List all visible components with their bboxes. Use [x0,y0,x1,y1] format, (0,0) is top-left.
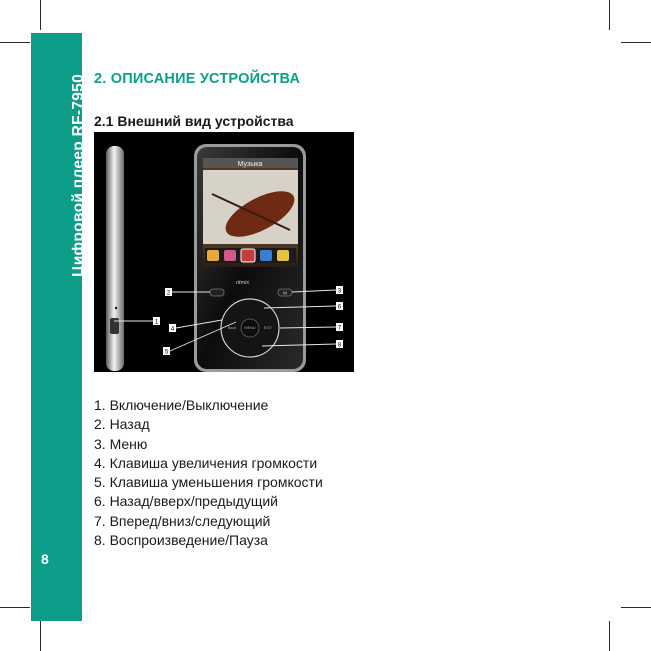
crop-mark [609,0,610,30]
back-button[interactable] [210,289,224,296]
crop-mark [0,607,30,608]
legend-item: 7. Вперед/вниз/следующий [94,512,271,529]
settings-icon [277,250,289,261]
music-icon [207,250,219,261]
section-title: 2. ОПИСАНИЕ УСТРОЙСТВА [94,71,301,87]
callout-number: 7 [337,325,342,332]
callout-number: 5 [164,349,169,356]
wheel-label-center: MENU [244,326,256,330]
legend-item: 2. Назад [94,416,150,433]
video-icon [224,250,236,261]
sidebar-title: Цифровой плеер RF-7950 [70,74,87,277]
legend-item: 6. Назад/вверх/предыдущий [94,493,278,510]
side-hole [115,307,117,309]
legend-item: 5. Клавиша уменьшения громкости [94,474,323,491]
callout-number: 1 [154,319,159,326]
wheel-label-left: Back [227,326,237,330]
legend-item: 1. Включение/Выключение [94,397,269,413]
legend-item: 4. Клавиша увеличения громкости [94,454,318,471]
power-switch [110,318,119,334]
device-side-view [106,146,124,371]
button-legend [94,396,323,550]
callout-number: 8 [337,342,342,349]
device-illustration [94,132,354,372]
wheel-label-right: EXIT [263,326,273,330]
device-photo [94,132,354,372]
legend-item: 3. Меню [94,435,148,452]
legend-item: 8. Воспроизведение/Пауза [94,532,268,549]
crop-mark [621,42,651,43]
callout-number: 6 [337,304,342,311]
screen-header-label: Музыка [237,161,263,168]
radio-icon [260,250,272,261]
callout-number: 3 [337,288,342,295]
callout-number: 2 [166,290,171,297]
crop-mark [621,607,651,608]
photo-icon [241,249,255,262]
crop-mark [0,42,30,43]
callout-number: 4 [170,326,175,333]
brand-logo: ritmix [236,280,250,286]
crop-mark [40,0,41,30]
menu-button-glyph: M [283,290,287,296]
crop-mark [609,621,610,651]
page-number: 8 [41,551,49,567]
subsection-title: 2.1 Внешний вид устройства [94,113,294,129]
crop-mark [40,621,41,651]
